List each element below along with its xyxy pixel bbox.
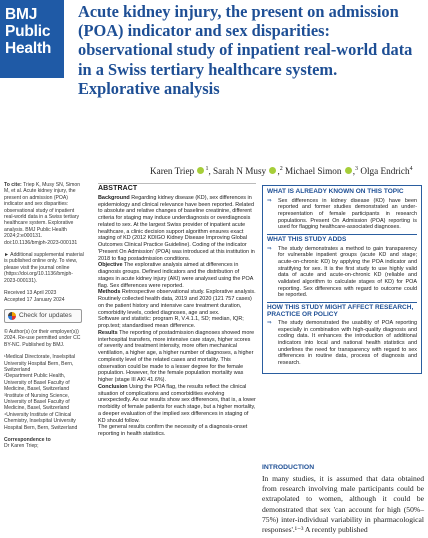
section-text: Retrospective observational study. Explorative analysis. Routinely collected health data, 2019 and 2020 (121 757 cases) on the patient history and intensive care treatment duration, comorbidity levels, coded diagnoses, age and sex. xyxy=(98,289,256,316)
introduction-text: In many studies, it is assumed that data obtained from research involving male participants could be extrapolated to women, although it could be demonstrated that sex 'can account for high (50%–75%) inter-individual variability in pharmacological responses'.¹⁻³ A recently published xyxy=(262,474,424,535)
box-item xyxy=(267,198,417,231)
journal-logo xyxy=(0,0,64,78)
author-name[interactable]: Michael Simon xyxy=(285,166,342,177)
author-name[interactable]: Karen Triep xyxy=(150,166,195,177)
section-label: Objective xyxy=(98,262,123,269)
supplemental-note[interactable]: ► Additional supplemental material is published online only. To view, please visit the journal online (https://doi.org/10.1136/bmjph-2023-000131). xyxy=(4,252,84,284)
section-label: Methods xyxy=(98,289,121,296)
affiliation: ¹Medical Directorate, Inselspital University Hospital Bern, Bern, Switzerland xyxy=(4,354,76,373)
affiliation: ⁴University Institute of Clinical Chemistry, Inselspital University Hospital Bern, Bern, Switzerland xyxy=(4,411,78,431)
box-heading: WHAT IS ALREADY KNOWN ON THIS TOPIC xyxy=(267,188,404,195)
abstract xyxy=(98,183,256,438)
box-item-text: Sex differences in kidney disease (KD) have been reported and former studies demonstrated an under-representation of female participants in research populations. Present On Admission (POA) reporting is used for flagging healthcare-associated diagnoses. xyxy=(278,197,417,231)
section-text: The reporting of postadmission diagnoses showed more interhospital transfers, more intensive care stays, higher scores of severity and treatment intensity, more often mechanical ventilation, a higher age, a higher number of diagnoses, a higher complexity level of the related cases and mortality. This observation could be made to a lesser degree for the female population. However, for the female population mortality was higher (stage III AKI 41.6%). xyxy=(98,329,255,383)
logo-line-3: Health xyxy=(5,40,52,57)
author-name[interactable]: Olga Endrich xyxy=(360,166,410,177)
received-date: Received 13 April 2023 xyxy=(4,290,57,297)
section-text: The explorative analysis aimed at differences in diagnosis groups. Defined indicators and the distribution of stages in acute kidney injury (AKI) were analysed using the POA flag. Sex differences were reported. xyxy=(98,262,254,289)
section-label: Results xyxy=(98,329,118,336)
arrow-right-icon: ⇒ xyxy=(267,245,272,252)
article-sidebar xyxy=(4,182,84,450)
orcid-icon[interactable] xyxy=(197,167,204,174)
correspondence-label: Correspondence to xyxy=(4,437,51,443)
author-affiliation: 1 xyxy=(205,166,209,172)
abstract-conclusion xyxy=(98,384,256,425)
correspondence-name: Dr Karen Triep; xyxy=(4,443,39,450)
author-name[interactable]: Sarah N Musy xyxy=(213,166,267,177)
citation xyxy=(4,182,84,246)
citation-label: To cite: xyxy=(4,182,22,188)
arrow-right-icon: ⇒ xyxy=(267,320,272,327)
crossmark-icon xyxy=(8,312,16,320)
box-heading: HOW THIS STUDY MIGHT AFFECT RESEARCH, PRACTICE OR POLICY xyxy=(267,302,417,318)
author-affiliation: 2 xyxy=(279,166,283,172)
correspondence xyxy=(4,437,84,450)
logo-line-1: BMJ xyxy=(5,6,38,23)
abstract-objective xyxy=(98,262,256,289)
accepted-date: Accepted 17 January 2024 xyxy=(4,296,65,303)
citation-text: Triep K, Musy SN, Simon M, et al. Acute kidney injury, the present on admission (POA) indicator and sex disparities: observational study of inpatient real-world data in a Swiss tertiary healthcare system. Explorative analysis. BMJ Public Health 2024;2:e000131. doi:10.1136/bmjph-2023-000131 xyxy=(4,182,81,246)
orcid-icon[interactable] xyxy=(345,167,352,174)
key-messages-box xyxy=(262,185,422,374)
orcid-icon[interactable] xyxy=(269,167,276,174)
check-for-updates-button[interactable] xyxy=(4,309,82,323)
arrow-right-icon: ⇒ xyxy=(267,197,272,204)
author-list: Karen Triep $^1$, Sarah N Musy ,$^2$ Michael Simon ,$^3$ Olga Endrich$^4$ xyxy=(150,166,413,177)
abstract-background xyxy=(98,195,256,263)
box-item-text: The study demonstrated the usability of POA reporting especially in combination with high-quality diagnosis and coding data. It enhances the introduction of additional indicators into local and national health statistics and underlines the need for transparency with regard to sex differences in routine data, process of diagnosis and research. xyxy=(278,320,417,367)
copyright-notice: © Author(s) (or their employer(s)) 2024. Re-use permitted under CC BY-NC. Published by BMJ. xyxy=(4,328,81,348)
abstract-software: Software and statistic: program R, V.4.1.1, SD; median, IQR; prop.test; standardised mean difference. xyxy=(98,316,244,329)
section-text: Regarding kidney disease (KD), sex differences in epidemiology and clinical relevance have been reported. Related to absolute and relative changes of baseline creatinine, different criteria for staging may induce underdiagnosis or overdiagnosis related to sex. At the largest Swiss provider of inpatient acute healthcare, a clinic decision support algorithm ensures exact staging of KD (2012 KDIGO Kidney Disease Improving Global Outcomes Clinical Practice Guideline). Coding of the indicator 'Present On Admission' (POA) was introduced at this institution in 2018 to flag postadmission conditions. xyxy=(98,194,255,262)
article-title: Acute kidney injury, the present on admission (POA) indicator and sex disparities: observational study of inpatient real-world data in a Swiss tertiary healthcare system. Explorative analysis xyxy=(78,2,413,98)
author-affiliation: 4 xyxy=(409,166,413,172)
section-text: Using the POA flag, the results reflect the clinical situation of complications and comorbidities evolving unexpectedly. As our results show sex differences, that is, a lower morbidity of female patients for each stage, but a higher mortality, a deeper evaluation of the implied sex differences in staging of KD should follow. xyxy=(98,383,256,424)
box-heading: WHAT THIS STUDY ADDS xyxy=(267,234,417,244)
affiliation: ²Department Public Health, University of Basel Faculty of Medicine, Basel, Switzerland xyxy=(4,373,70,393)
box-item-text: The study demonstrates a method to gain transparency for vulnerable inpatient groups (acute KD and stage; acute-on-chronic KD) by applying the POA indicator and stratifying for sex. It is the first study to use highly valid data of acute and acute-on-chronic KD (reliable and validated algorithm to calculate stages of KD) for POA reporting. Sex differences with regard to outcome could be reported. xyxy=(278,245,417,299)
author-affiliation: 3 xyxy=(355,166,359,172)
abstract-general: The general results confirm the necessity of a diagnosis-onset reporting in health statistics. xyxy=(98,424,248,437)
section-label: Background xyxy=(98,194,130,201)
abstract-methods xyxy=(98,289,256,316)
box-item xyxy=(267,320,417,367)
abstract-heading: ABSTRACT xyxy=(98,183,256,193)
affiliation: ³Institute of Nursing Science, University of Basel Faculty of Medicine, Basel, Switzerland xyxy=(4,392,70,412)
box-item xyxy=(267,246,417,299)
introduction-heading: INTRODUCTION xyxy=(262,464,315,471)
section-label: Conclusion xyxy=(98,383,128,390)
abstract-results xyxy=(98,330,256,384)
logo-line-2: Public xyxy=(5,23,51,40)
check-for-updates-label: Check for updates xyxy=(19,311,72,319)
